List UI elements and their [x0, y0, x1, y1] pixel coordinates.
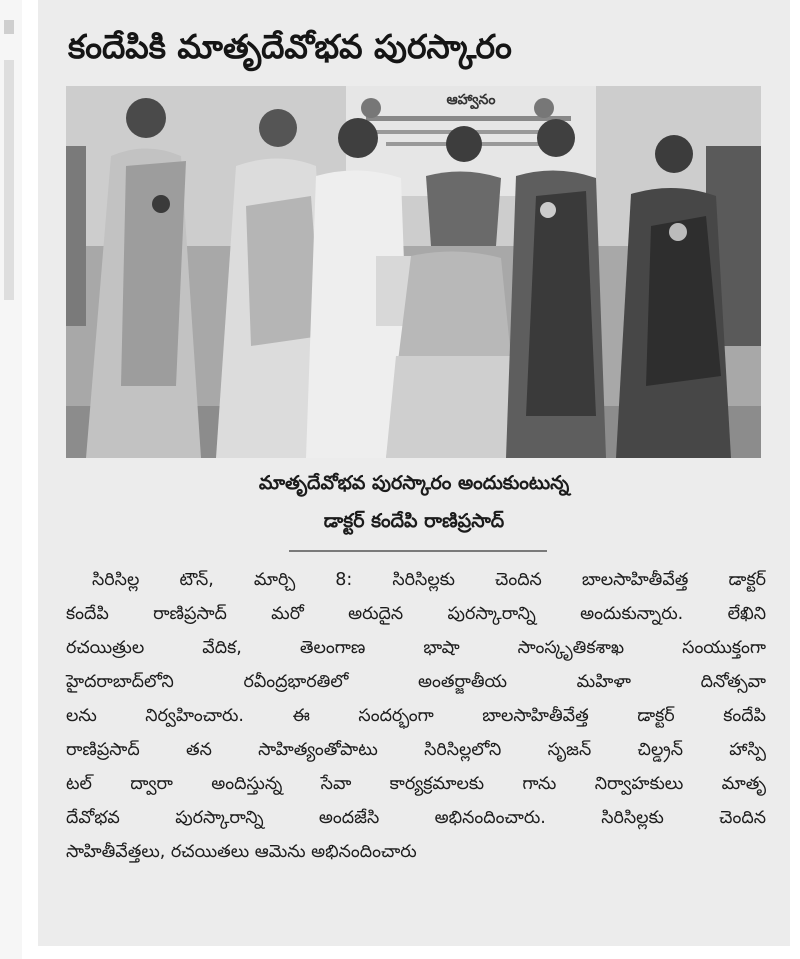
- body-line: టల్ ద్వారా అందిస్తున్న సేవా కార్యక్రమాలకు గాను నిర్వాహకులు మాతృ: [66, 774, 766, 794]
- body-line: దేవోభవ పురస్కారాన్ని అందజేసి అభినందించారు. సిరిసిల్లకు చెందిన: [66, 808, 766, 828]
- adjacent-column-edge: [0, 0, 22, 959]
- body-line: లను నిర్వహించారు. ఈ సందర్భంగా బాలసాహితీవేత్త డాక్టర్ కందేపి: [66, 706, 766, 726]
- adjacent-column-mark: [4, 60, 14, 300]
- photo-caption-line-1: మాతృదేవోభవ పురస్కారం అందుకుంటున్న: [258, 472, 570, 494]
- body-line: సిరిసిల్ల టౌన్, మార్చి 8: సిరిసిల్లకు చెందిన బాలసాహితీవేత్త డాక్టర్: [92, 570, 766, 590]
- photo-caption-line-2: డాక్టర్ కందేపి రాణిప్రసాద్: [323, 510, 505, 532]
- body-line: హైదరాబాద్‌లోని రవీంద్రభారతిలో అంతర్జాతీయ మహిళా దినోత్సవా: [66, 672, 766, 692]
- event-photo: [66, 86, 761, 458]
- headline: కందేపికి మాతృదేవోభవ పురస్కారం: [68, 27, 512, 66]
- body-line: కందేపి రాణిప్రసాద్ మరో అరుదైన పురస్కారాన్ని అందుకున్నారు. లేఖిని: [66, 604, 766, 624]
- body-line: రచయిత్రుల వేదిక, తెలంగాణ భాషా సాంస్కృతికశాఖ సంయుక్తంగా: [66, 638, 766, 658]
- caption-underline: [289, 550, 547, 552]
- adjacent-column-mark: [4, 20, 14, 34]
- article-body: [66, 563, 766, 869]
- news-clipping: [38, 0, 790, 946]
- body-line: రాణిప్రసాద్ తన సాహిత్యంతోపాటు సిరిసిల్లలోని సృజన్ చిల్డ్రన్ హాస్పి: [66, 740, 766, 760]
- body-line: సాహితీవేత్తలు, రచయితలు ఆమెను అభినందించారు: [66, 842, 417, 862]
- event-photo-illustration: [66, 86, 761, 458]
- banner-title: ఆహ్వానం: [446, 92, 496, 108]
